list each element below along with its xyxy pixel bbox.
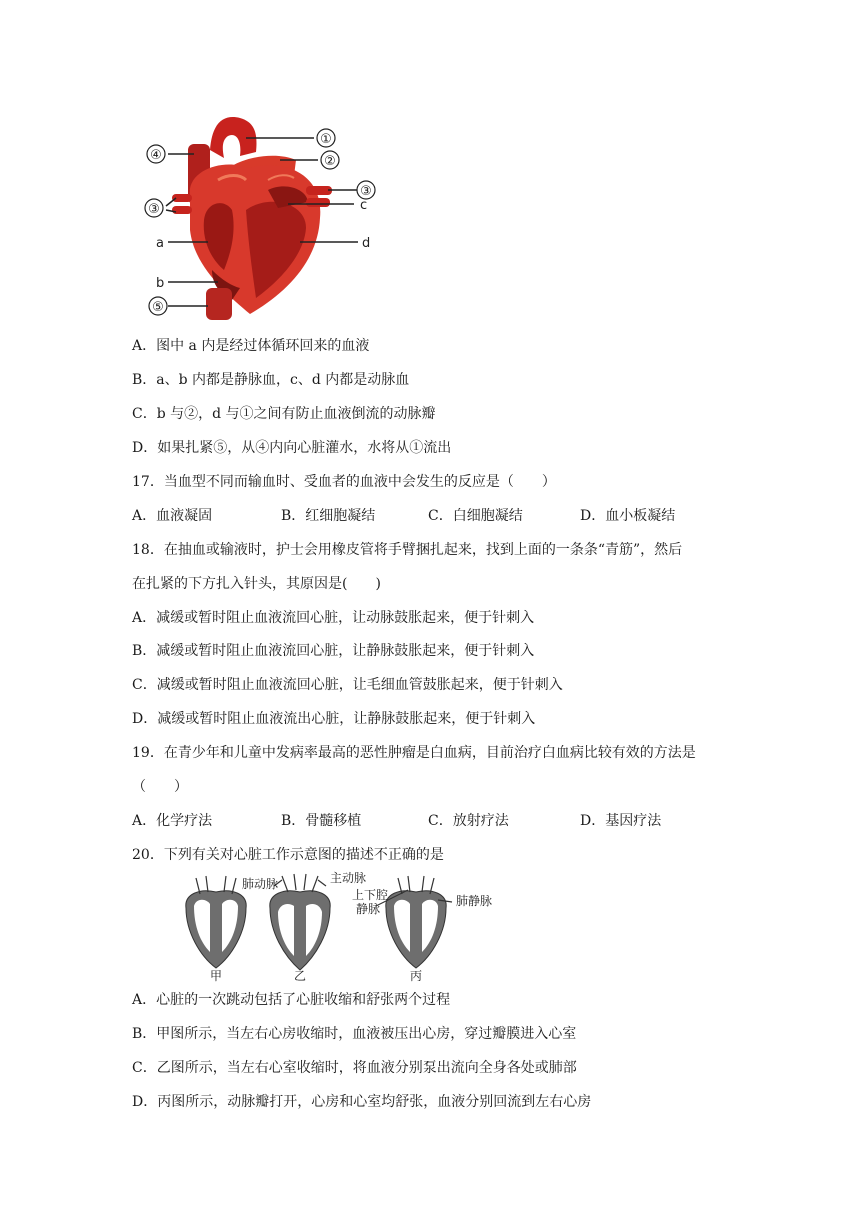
label-1: ① xyxy=(320,132,332,147)
label-c: c xyxy=(360,198,368,213)
label-vena-cava-2: 静脉 xyxy=(356,902,381,916)
q17-option-c: C．白细胞凝结 xyxy=(428,508,523,524)
label-pulmonary-artery: 肺动脉 xyxy=(242,877,279,891)
label-2: ② xyxy=(324,154,336,169)
q19-option-a: A．化学疗法 xyxy=(132,813,213,829)
label-5: ⑤ xyxy=(152,300,164,315)
q19-stem-line2: （ ） xyxy=(132,779,188,795)
q20-option-d: D．丙图所示，动脉瓣打开，心房和心室均舒张，血液分别回流到左右心房 xyxy=(132,1094,592,1110)
q18-option-c: C．减缓或暂时阻止血液流回心脏，让毛细血管鼓胀起来，便于针刺入 xyxy=(132,677,563,693)
q18-option-a: A．减缓或暂时阻止血液流回心脏，让动脉鼓胀起来，便于针刺入 xyxy=(132,610,535,626)
q17-option-d: D．血小板凝结 xyxy=(580,508,676,524)
heart-anatomy-figure xyxy=(128,110,388,325)
q18-option-b: B．减缓或暂时阻止血液流回心脏，让静脉鼓胀起来，便于针刺入 xyxy=(132,643,535,659)
q19-option-c: C．放射疗法 xyxy=(428,813,509,829)
label-bing: 丙 xyxy=(410,969,423,982)
q19-option-d: D．基因疗法 xyxy=(580,813,662,829)
q17-option-b: B．红细胞凝结 xyxy=(281,508,376,524)
q16-option-c: C．b 与②，d 与①之间有防止血液倒流的动脉瓣 xyxy=(132,406,436,422)
q16-option-a: A．图中 a 内是经过体循环回来的血液 xyxy=(132,338,370,354)
q20-option-a: A．心脏的一次跳动包括了心脏收缩和舒张两个过程 xyxy=(132,992,451,1008)
label-a: a xyxy=(156,236,164,251)
label-yi: 乙 xyxy=(294,969,307,982)
label-3-right: ③ xyxy=(360,184,372,199)
q18-stem-line1: 18．在抽血或输液时，护士会用橡皮管将手臂捆扎起来，找到上面的一条条“青筋”，然后 xyxy=(132,542,683,558)
q16-option-d: D．如果扎紧⑤，从④内向心脏灌水，水将从①流出 xyxy=(132,440,452,456)
q20-option-b: B．甲图所示，当左右心房收缩时，血液被压出心房，穿过瓣膜进入心室 xyxy=(132,1026,577,1042)
q18-stem-line2: 在扎紧的下方扎入针头，其原因是( ) xyxy=(132,576,381,592)
q17-option-a: A．血液凝固 xyxy=(132,508,213,524)
q16-option-b: B．a、b 内都是静脉血，c、d 内都是动脉血 xyxy=(132,372,410,388)
label-jia: 甲 xyxy=(210,969,223,982)
label-pulmonary-vein: 肺静脉 xyxy=(456,894,493,908)
label-4: ④ xyxy=(150,148,162,163)
heart-cycle-figure xyxy=(176,870,506,982)
label-vena-cava-1: 上下腔 xyxy=(352,888,389,902)
label-3-left: ③ xyxy=(148,202,160,217)
q19-option-b: B．骨髓移植 xyxy=(281,813,362,829)
q18-option-d: D．减缓或暂时阻止血液流出心脏，让静脉鼓胀起来，便于针刺入 xyxy=(132,711,536,727)
q17-options xyxy=(132,506,732,526)
q19-options xyxy=(132,811,732,831)
label-d: d xyxy=(362,236,371,251)
q20-option-c: C．乙图所示，当左右心室收缩时，将血液分别泵出流向全身各处或肺部 xyxy=(132,1060,577,1076)
q19-stem-line1: 19．在青少年和儿童中发病率最高的恶性肿瘤是白血病，目前治疗白血病比较有效的方法是 xyxy=(132,745,696,761)
label-aorta: 主动脉 xyxy=(330,871,367,885)
q17-stem: 17．当血型不同而输血时、受血者的血液中会发生的反应是（ ） xyxy=(132,474,556,490)
q20-stem: 20．下列有关对心脏工作示意图的描述不正确的是 xyxy=(132,847,444,863)
label-b: b xyxy=(156,276,165,291)
